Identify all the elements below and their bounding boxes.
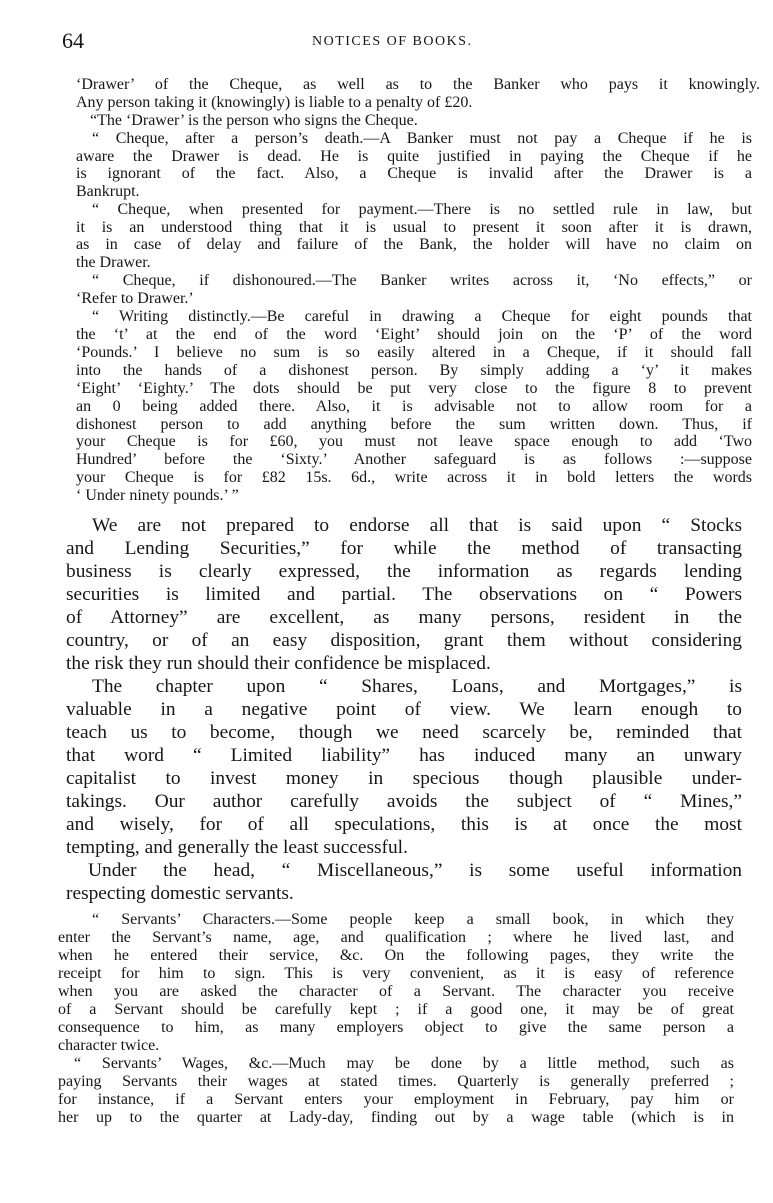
text-line: “ Servants’ Characters.—Some people keep a small book, in which they xyxy=(92,911,734,928)
text-line: teach us to become, though we need scarcely be, reminded that xyxy=(66,722,742,743)
text-line: dishonest person to add anything before the sum written down. Thus, if xyxy=(76,416,752,433)
text-line: “ Writing distinctly.—Be careful in drawing a Cheque for eight pounds that xyxy=(92,308,752,325)
text-line: country, or of an easy disposition, grant them without considering xyxy=(66,630,742,651)
text-line: “ Servants’ Wages, &c.—Much may be done by a little method, such as xyxy=(74,1055,734,1072)
running-title: NOTICES OF BOOKS. xyxy=(312,34,473,49)
text-line: capitalist to invest money in specious though plausible under- xyxy=(66,768,742,789)
text-line: your Cheque is for £60, you must not leave space enough to add ‘Two xyxy=(76,433,752,450)
text-line: “The ‘Drawer’ is the person who signs the Cheque. xyxy=(90,112,418,129)
text-line: The chapter upon “ Shares, Loans, and Mortgages,” is xyxy=(92,676,742,697)
text-line: ‘Drawer’ of the Cheque, as well as to the Banker who pays it knowingly. xyxy=(76,76,760,93)
text-line: valuable in a negative point of view. We learn enough to xyxy=(66,699,742,720)
text-line: is ignorant of the fact. Also, a Cheque is invalid after the Drawer is a xyxy=(76,165,752,182)
text-line: and Lending Securities,” for while the method of transacting xyxy=(66,538,742,559)
text-line: when he entered their service, &c. On the following pages, they write the xyxy=(58,947,734,964)
text-line: ‘ Under ninety pounds.’ ” xyxy=(76,487,239,504)
text-line: “ Cheque, if dishonoured.—The Banker writes across it, ‘No effects,” or xyxy=(92,272,752,289)
text-line: respecting domestic servants. xyxy=(66,883,294,904)
text-line: tempting, and generally the least successful. xyxy=(66,837,408,858)
text-line: Under the head, “ Miscellaneous,” is some useful information xyxy=(88,860,742,881)
text-line: paying Servants their wages at stated times. Quarterly is generally preferred ; xyxy=(58,1073,734,1090)
page-header xyxy=(62,28,722,56)
text-line: it is an understood thing that it is usual to present it soon after it is drawn, xyxy=(76,219,752,236)
text-line: “ Cheque, after a person’s death.—A Banker must not pay a Cheque if he is xyxy=(92,130,752,147)
text-line: and wisely, for of all speculations, this is at once the most xyxy=(66,814,742,835)
text-line: Bankrupt. xyxy=(76,183,140,200)
text-line: We are not prepared to endorse all that is said upon “ Stocks xyxy=(92,515,742,536)
text-line: consequence to him, as many employers object to give the same person a xyxy=(58,1019,734,1036)
text-line: ‘Eight’ ‘Eighty.’ The dots should be put very close to the figure 8 to prevent xyxy=(76,380,752,397)
text-line: of a Servant should be carefully kept ; if a good one, it may be of great xyxy=(58,1001,734,1018)
text-line: aware the Drawer is dead. He is quite justified in paying the Cheque if he xyxy=(76,148,752,165)
text-line: when you are asked the character of a Servant. The character you receive xyxy=(58,983,734,1000)
text-line: ‘Refer to Drawer.’ xyxy=(76,290,194,307)
text-line: her up to the quarter at Lady-day, finding out by a wage table (which is in xyxy=(58,1109,734,1126)
text-line: the ‘t’ at the end of the word ‘Eight’ should join on the ‘P’ of the word xyxy=(76,326,752,343)
text-line: securities is limited and partial. The observations on “ Powers xyxy=(66,584,742,605)
text-line: Any person taking it (knowingly) is liable to a penalty of £20. xyxy=(76,94,473,111)
text-line: into the hands of a dishonest person. By simply adding a ‘y’ it makes xyxy=(76,362,752,379)
text-line: that word “ Limited liability” has induced many an unwary xyxy=(66,745,742,766)
text-line: ‘Pounds.’ I believe no sum is so easily altered in a Cheque, if it should fall xyxy=(76,344,752,361)
text-line: of Attorney” are excellent, as many persons, resident in the xyxy=(66,607,742,628)
text-line: Hundred’ before the ‘Sixty.’ Another safeguard is as follows :—suppose xyxy=(76,451,752,468)
page-number: 64 xyxy=(62,28,84,53)
text-line: an 0 being added there. Also, it is advisable not to allow room for a xyxy=(76,398,752,415)
text-line: enter the Servant’s name, age, and qualification ; where he lived last, and xyxy=(58,929,734,946)
text-line: the Drawer. xyxy=(76,254,151,271)
text-line: the risk they run should their confidence be misplaced. xyxy=(66,653,491,674)
text-line: as in case of delay and failure of the Bank, the holder will have no claim on xyxy=(76,236,752,253)
text-line: character twice. xyxy=(58,1037,160,1054)
text-line: business is clearly expressed, the information as regards lending xyxy=(66,561,742,582)
text-line: your Cheque is for £82 15s. 6d., write across it in bold letters the words xyxy=(76,469,752,486)
text-line: takings. Our author carefully avoids the subject of “ Mines,” xyxy=(66,791,742,812)
text-line: “ Cheque, when presented for payment.—There is no settled rule in law, but xyxy=(92,201,752,218)
text-line: for instance, if a Servant enters your employment in February, pay him or xyxy=(58,1091,734,1108)
text-line: receipt for him to sign. This is very convenient, as it is easy of reference xyxy=(58,965,734,982)
